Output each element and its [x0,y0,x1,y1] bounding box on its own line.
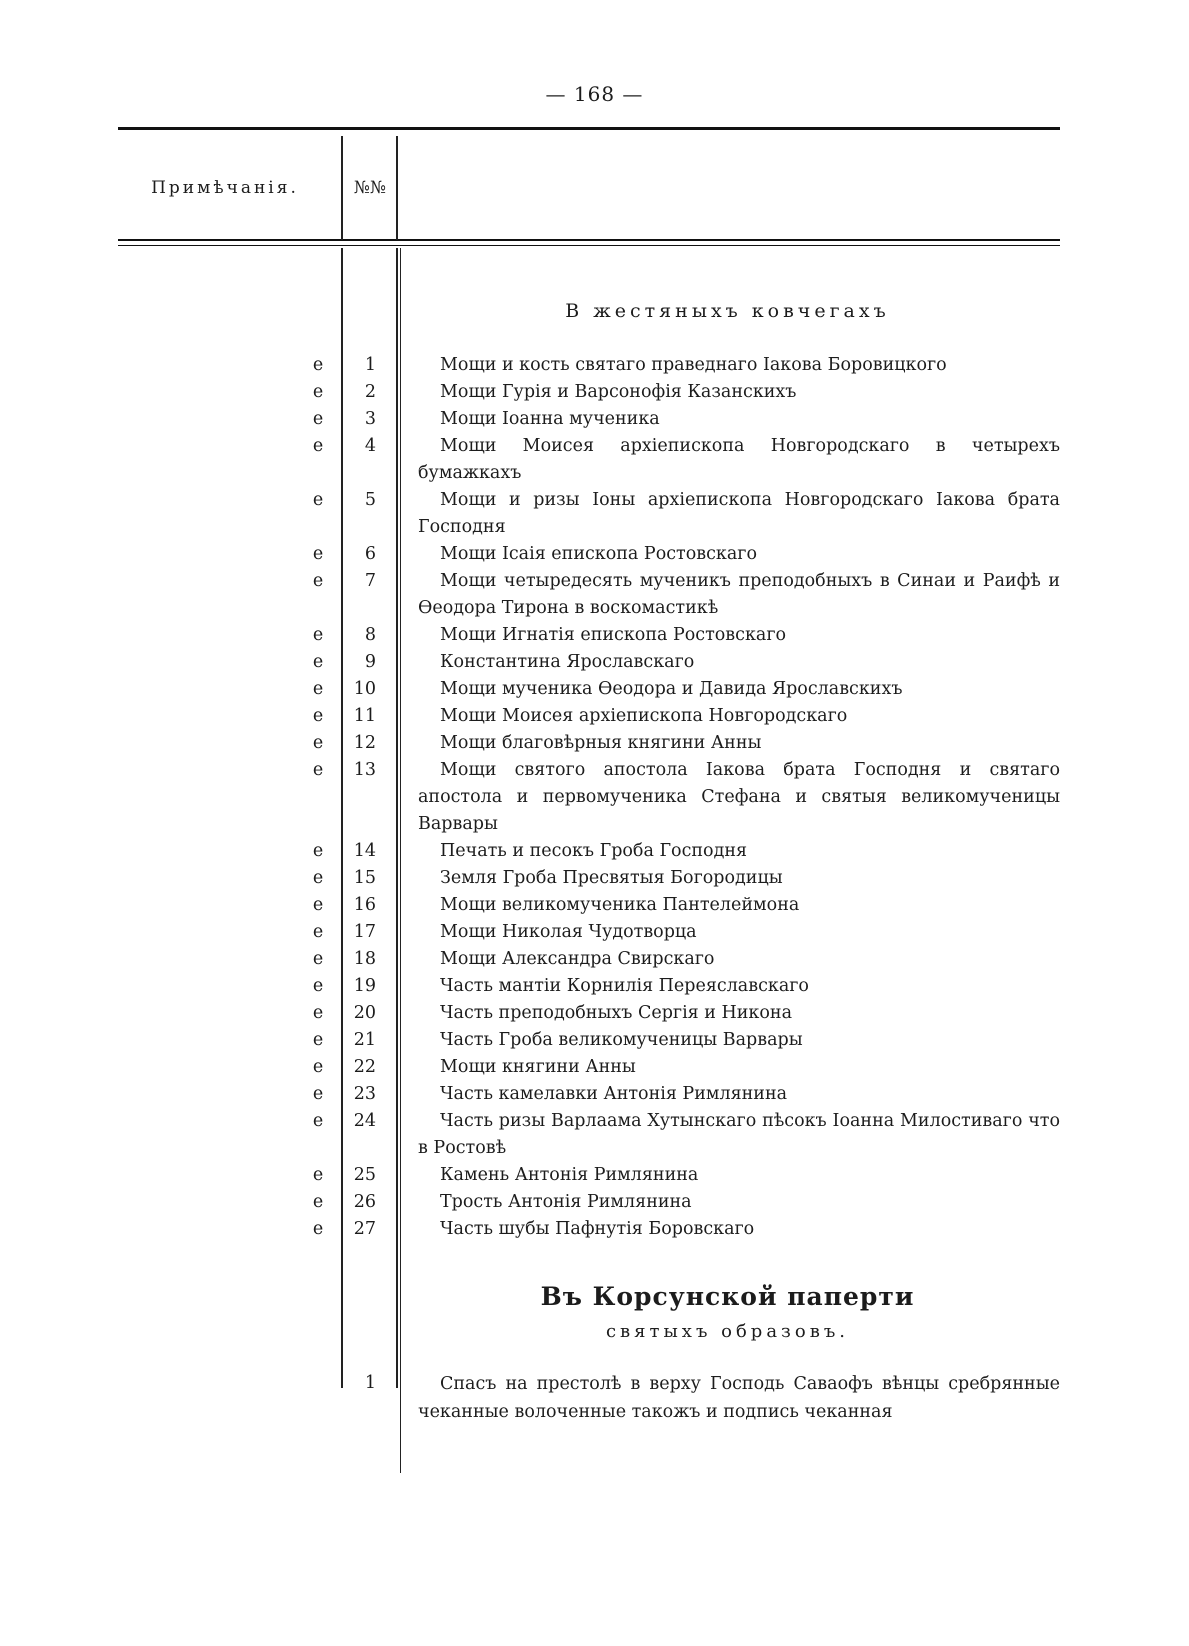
entry-number: 14 [353,841,376,861]
entry-text: Мощи и ризы Іоны архіепископа Новгородскаго Іакова брата Господня [418,490,1060,537]
column-divider-left [341,136,343,240]
list-item [0,433,1189,487]
list-item [0,919,1189,946]
entry-text: Мощи Ісаія епископа Ростовскаго [440,544,757,564]
entry-number: 5 [364,490,376,510]
note-mark: е [312,841,324,861]
list-item [0,541,1189,568]
entry-text: Мощи Игнатія епископа Ростовскаго [440,625,787,645]
entry-number: 27 [353,1219,376,1239]
entry-text: Мощи четыредесять мученикъ преподобныхъ в Синаи и Раифѣ и Ѳеодора Тирона в воскомастикѣ [418,571,1060,618]
entry-text: Мощи и кость святаго праведнаго Іакова Боровицкого [440,355,947,375]
entry-number: 18 [353,949,376,969]
list-item [0,1189,1189,1216]
note-mark: е [312,1219,324,1239]
note-mark: е [312,1057,324,1077]
list-item [0,352,1189,379]
entry-number: 1 [364,355,376,375]
header-rule-1 [118,239,1060,241]
note-mark: е [312,679,324,699]
entry-number: 9 [364,652,376,672]
list-item [0,1027,1189,1054]
entry-number: 1 [364,1373,376,1393]
list-item [0,1216,1189,1243]
entry-number: 2 [364,382,376,402]
note-mark: е [312,652,324,672]
entry-text: Трость Антонія Римлянина [440,1192,692,1212]
entry-text: Печать и песокъ Гроба Господня [440,841,748,861]
column-divider-right [396,136,398,240]
entry-text: Мощи Николая Чудотворца [440,922,697,942]
entry-number: 22 [353,1057,376,1077]
list-item [0,1162,1189,1189]
top-rule [118,127,1060,130]
entry-number: 7 [364,571,376,591]
note-mark: е [312,706,324,726]
note-mark: е [312,1003,324,1023]
list-item [0,1081,1189,1108]
notes-column-header: Примѣчанія. [151,178,299,198]
list-item [0,973,1189,1000]
list-item [0,406,1189,433]
entry-number: 4 [364,436,376,456]
list-item [0,568,1189,622]
entry-text: Мощи Александра Свирскаго [440,949,715,969]
note-mark: е [312,949,324,969]
entry-text: Константина Ярославскаго [440,652,695,672]
entry-text: Камень Антонія Римлянина [440,1165,699,1185]
entry-text: Земля Гроба Пресвятыя Богородицы [440,868,783,888]
entry-text: Мощи Іоанна мученика [440,409,660,429]
section-title-tin-arks: В жестяныхъ ковчегахъ [565,300,890,322]
entry-number: 19 [353,976,376,996]
entry-number: 11 [353,706,376,726]
list-item [0,1370,1189,1426]
note-mark: е [312,355,324,375]
note-mark: е [312,760,324,780]
header-rule-2 [118,245,1060,246]
list-item [0,649,1189,676]
entry-number: 10 [353,679,376,699]
list-item [0,865,1189,892]
section-title-korsun-porch: Въ Корсунской паперти [540,1282,915,1311]
entry-number: 12 [353,733,376,753]
list-item [0,1000,1189,1027]
entry-number: 21 [353,1030,376,1050]
note-mark: е [312,1030,324,1050]
note-mark: е [312,922,324,942]
note-mark: е [312,1084,324,1104]
entry-number: 25 [353,1165,376,1185]
note-mark: е [312,895,324,915]
list-item [0,379,1189,406]
entry-text: Часть шубы Пафнутія Боровскаго [440,1219,755,1239]
entry-number: 23 [353,1084,376,1104]
entry-number: 6 [364,544,376,564]
entry-text: Часть Гроба великомученицы Варвары [440,1030,803,1050]
note-mark: е [312,490,324,510]
page-number: — 168 — [545,82,644,106]
entry-text: Мощи святого апостола Іакова брата Господня и святаго апостола и первомученика Стефана и святыя великомученицы Варвары [418,760,1060,834]
list-item [0,622,1189,649]
entry-text: Мощи Гурія и Варсонофія Казанскихъ [440,382,797,402]
section-subtitle-icons: святыхъ образовъ. [605,1321,850,1342]
entry-text: Часть камелавки Антонія Римлянина [440,1084,788,1104]
note-mark: е [312,409,324,429]
entry-text: Мощи княгини Анны [440,1057,636,1077]
note-mark: е [312,625,324,645]
list-item [0,838,1189,865]
note-mark: е [312,544,324,564]
entries-list-2 [0,1370,1189,1426]
entry-text: Мощи мученика Ѳеодора и Давида Ярославскихъ [440,679,903,699]
entry-number: 8 [364,625,376,645]
entry-number: 24 [353,1111,376,1131]
numbers-column-header: №№ [353,178,387,198]
entry-text: Мощи Моисея архіепископа Новгородскаго в четырехъ бумажкахъ [418,436,1060,483]
list-item [0,730,1189,757]
entry-number: 16 [353,895,376,915]
entry-number: 15 [353,868,376,888]
note-mark: е [312,1192,324,1212]
note-mark: е [312,868,324,888]
note-mark: е [312,733,324,753]
list-item [0,892,1189,919]
note-mark: е [312,436,324,456]
list-item [0,1054,1189,1081]
note-mark: е [312,382,324,402]
list-item [0,703,1189,730]
note-mark: е [312,1165,324,1185]
entry-text: Мощи Моисея архіепископа Новгородскаго [440,706,848,726]
entry-text: Часть мантіи Корнилія Переяславскаго [440,976,809,996]
list-item [0,487,1189,541]
entry-text: Часть преподобныхъ Сергія и Никона [440,1003,792,1023]
list-item [0,676,1189,703]
list-item [0,757,1189,838]
entry-text: Часть ризы Варлаама Хутынскаго пѣсокъ Іоанна Милостиваго что в Ростовѣ [418,1111,1060,1158]
entry-text: Мощи благовѣрныя княгини Анны [440,733,762,753]
note-mark: е [312,1111,324,1131]
entries-list [0,352,1189,1243]
list-item [0,946,1189,973]
note-mark: е [312,976,324,996]
entry-number: 20 [353,1003,376,1023]
entry-number: 26 [353,1192,376,1212]
entry-text: Спасъ на престолѣ в верху Господь Саваофъ вѣнцы сребрянные чеканные волоченные такожъ и подпись чеканная [418,1374,1060,1422]
entry-number: 3 [364,409,376,429]
note-mark: е [312,571,324,591]
entry-number: 13 [353,760,376,780]
list-item [0,1108,1189,1162]
entry-text: Мощи великомученика Пантелеймона [440,895,800,915]
entry-number: 17 [353,922,376,942]
